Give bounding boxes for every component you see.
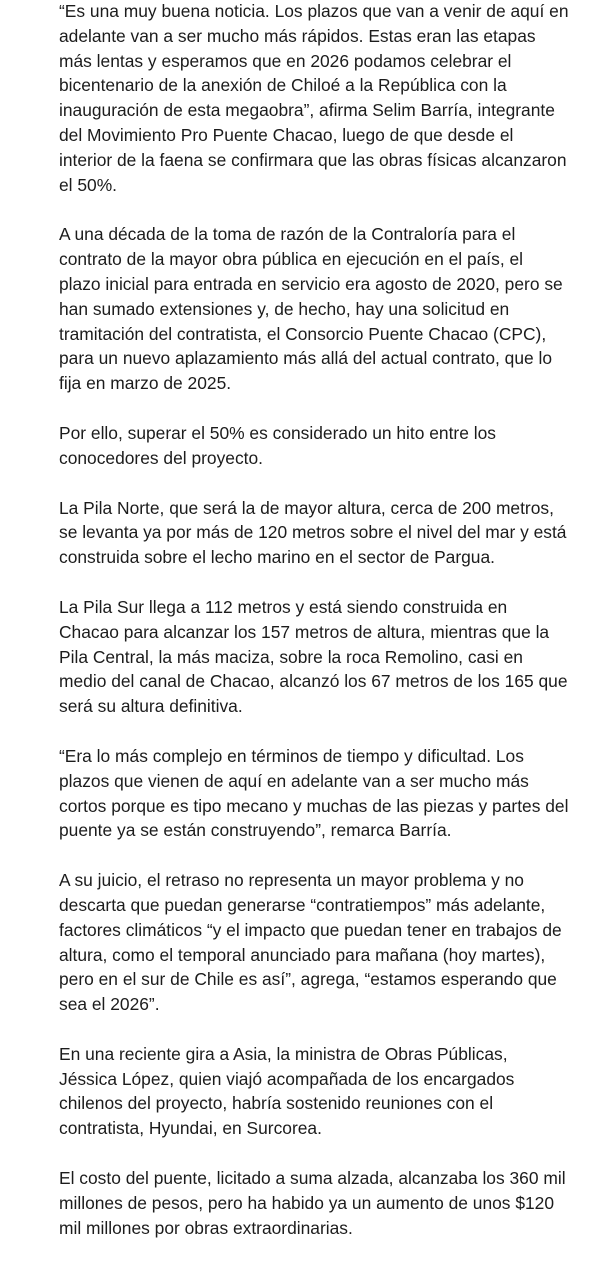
article-paragraph-4: La Pila Norte, que será la de mayor altura, cerca de 200 metros, se levanta ya por más de 120 metros sobre el nivel del mar y está construida sobre el lecho marino en el sector de Pargua. — [59, 497, 567, 568]
article-paragraph-9: El costo del puente, licitado a suma alzada, alcanzaba los 360 mil millones de pesos, pero ha habido ya un aumento de unos $120 mil millones por obras extraordinarias. — [59, 1168, 566, 1238]
article-paragraph-2: A una década de la toma de razón de la Contraloría para el contrato de la mayor obra pública en ejecución en el país, el plazo inicial para entrada en servicio era agosto de 2020, pero se han sumado extensiones y, de hecho, hay una solicitud en tramitación del contratista, el Consorcio Puente Chacao (CPC), para un nuevo aplazamiento más allá del actual contrato, que lo fija en marzo de 2025. — [59, 224, 563, 394]
article-body — [59, 0, 569, 1265]
article-paragraph-7: A su juicio, el retraso no representa un mayor problema y no descarta que puedan generarse “contratiempos” más adelante, factores climáticos “y el impacto que puedan tener en trabajos de altura, como el temporal anunciado para mañana (hoy martes), pero en el sur de Chile es así”, agrega, “estamos esperando que sea el 2026”. — [59, 870, 562, 1015]
article-paragraph-3: Por ello, superar el 50% es considerado un hito entre los conocedores del proyecto. — [59, 422, 496, 468]
article-paragraph-6: “Era lo más complejo en términos de tiempo y dificultad. Los plazos que vienen de aquí en adelante van a ser mucho más cortos porque es tipo mecano y muchas de las piezas y partes del puente ya se están construyendo”, remarca Barría. — [59, 745, 569, 841]
article-paragraph-8: En una reciente gira a Asia, la ministra de Obras Públicas, Jéssica López, quien viajó acompañada de los encargados chilenos del proyecto, habría sostenido reuniones con el contratista, Hyundai, en Surcorea. — [59, 1043, 515, 1139]
article-paragraph-5: La Pila Sur llega a 112 metros y está siendo construida en Chacao para alcanzar los 157 metros de altura, mientras que la Pila Central, la más maciza, sobre la roca Remolino, casi en medio del canal de Chacao, alcanzó los 67 metros de los 165 que será su altura definitiva. — [59, 596, 568, 717]
article-paragraph-1: “Es una muy buena noticia. Los plazos que van a venir de aquí en adelante van a ser mucho más rápidos. Estas eran las etapas más lentas y esperamos que en 2026 podamos celebrar el bicentenario de la anexión de Chiloé a la República con la inauguración de esta megaobra”, afirma Selim Barría, integrante del Movimiento Pro Puente Chacao, luego de que desde el interior de la faena se confirmara que las obras físicas alcanzaron el 50%. — [59, 1, 569, 195]
